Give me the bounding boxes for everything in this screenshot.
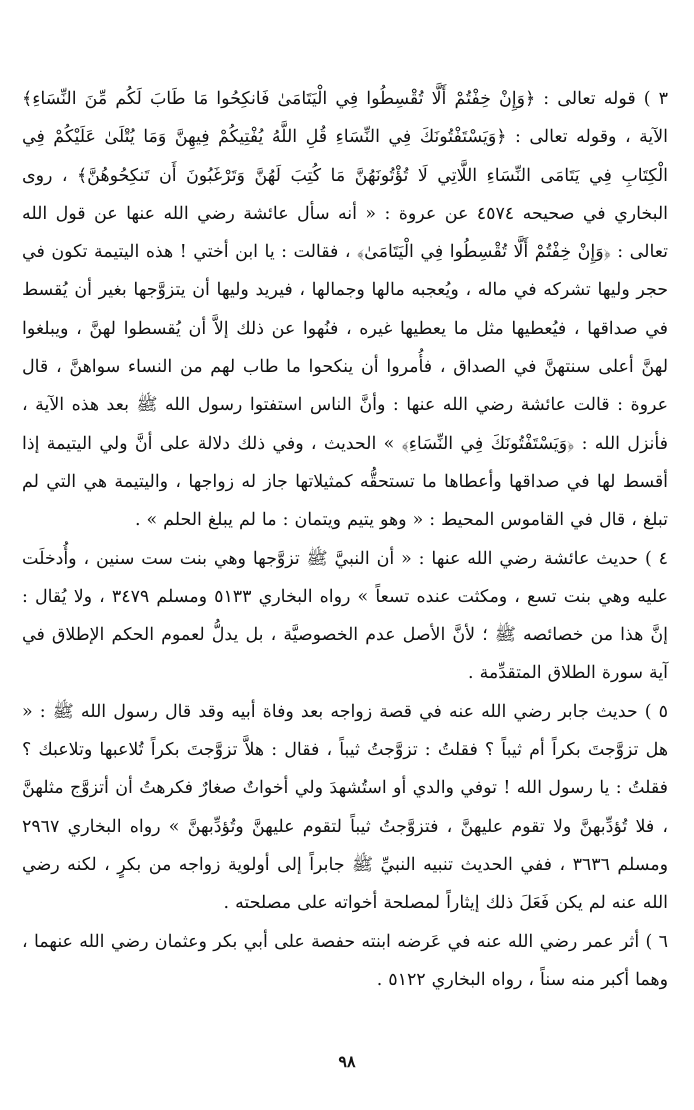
page-body (22, 80, 668, 999)
page-number: ٩٨ (338, 1052, 356, 1071)
paragraph-4: ٤ ) حديث عائشة رضي الله عنها : « أن النبيَّ ﷺ تزوَّجها وهي بنت ست سنين ، وأُدخلَت عليه وهي بنت تسع ، ومكثت عنده تسعاً » رواه البخاري ٥١٣٣ ومسلم ٣٤٧٩ ، ولا يُقال : إنَّ هذا من خصائصه ﷺ ؛ لأنَّ الأصل عدم الخصوصيَّة ، بل يدلُّ لعموم الحكم الإطلاق في آية سورة الطلاق المتقدِّمة . (22, 548, 668, 684)
paragraph-6: ٦ ) أثر عمر رضي الله عنه في عَرضه ابنته حفصة على أبي بكر وعثمان رضي الله عنهما ، وهما أكبر منه سناً ، رواه البخاري ٥١٢٢ . (22, 931, 668, 990)
paragraph-3: ٣ ) قوله تعالى : ﴿وَإِنْ خِفْتُمْ أَلَّا تُقْسِطُوا فِي الْيَتَامَىٰ فَانكِحُوا مَا طَابَ لَكُم مِّنَ النِّسَاءِ﴾ الآية ، وقوله تعالى : ﴿وَيَسْتَفْتُونَكَ فِي النِّسَاءِ قُلِ اللَّهُ يُفْتِيكُمْ فِيهِنَّ وَمَا يُتْلَىٰ عَلَيْكُمْ فِي الْكِتَابِ فِي يَتَامَى النِّسَاءِ اللَّاتِي لَا تُؤْتُونَهُنَّ مَا كُتِبَ لَهُنَّ وَتَرْغَبُونَ أَن تَنكِحُوهُنَّ﴾ ، روى البخاري في صحيحه ٤٥٧٤ عن عروة : « أنه سأل عائشة رضي الله عنها عن قول الله تعالى : ﴿وَإِنْ خِفْتُمْ أَلَّا تُقْسِطُوا فِي الْيَتَامَىٰ﴾ ، فقالت : يا ابن أختي ! هذه اليتيمة تكون في حجر وليها تشركه في ماله ، ويُعجبه مالها وجمالها ، فيريد وليها أن يتزوَّجها بغير أن يُقسط في صداقها ، فيُعطيها مثل ما يعطيها غيره ، فنُهوا عن ذلك إلاَّ أن يُقسطوا لهنَّ ، ويبلغوا لهنَّ أعلى سنتهنَّ في الصداق ، فأُمروا أن ينكحوا ما طاب لهم من النساء سواهنَّ ، قال عروة : قالت عائشة رضي الله عنها : وأنَّ الناس استفتوا رسول الله ﷺ بعد هذه الآية ، فأنزل الله : ﴿وَيَسْتَفْتُونَكَ فِي النِّسَاءِ﴾ » الحديث ، وفي ذلك دلالة على أنَّ ولي اليتيمة إذا أقسط لها في صداقها وأعطاها ما تستحقُّه كمثيلاتها جاز له زواجها ، واليتيمة هي التي لم تبلغ ، قال في القاموس المحيط : « وهو يتيم ويتمان : ما لم يبلغ الحلم » . (22, 89, 668, 531)
paragraph-5: ٥ ) حديث جابر رضي الله عنه في قصة زواجه بعد وفاة أبيه وقد قال رسول الله ﷺ : « هل تزوَّجتَ بكراً أم ثيباً ؟ فقلتُ : تزوَّجتُ ثيباً ، فقال : هلاَّ تزوَّجتَ بكراً تُلاعبها وتلاعبك ؟ فقلتُ : يا رسول الله ! توفي والدي أو استُشهدَ ولي أخواتٌ صغارٌ فكرهتُ أن أتزوَّج مثلهنَّ ، فلا تُؤدِّبهنَّ ولا تقوم عليهنَّ ، فتزوَّجتُ ثيباً لتقوم عليهنَّ وتُؤدِّبهنَّ » رواه البخاري ٢٩٦٧ ومسلم ٣٦٣٦ ، ففي الحديث تنبيه النبيِّ ﷺ جابراً إلى أولوية زواجه من بكرٍ ، لكنه رضي الله عنه لم يكن فَعَلَ ذلك إيثاراً لمصلحة أخواته على مصلحته . (22, 701, 668, 914)
